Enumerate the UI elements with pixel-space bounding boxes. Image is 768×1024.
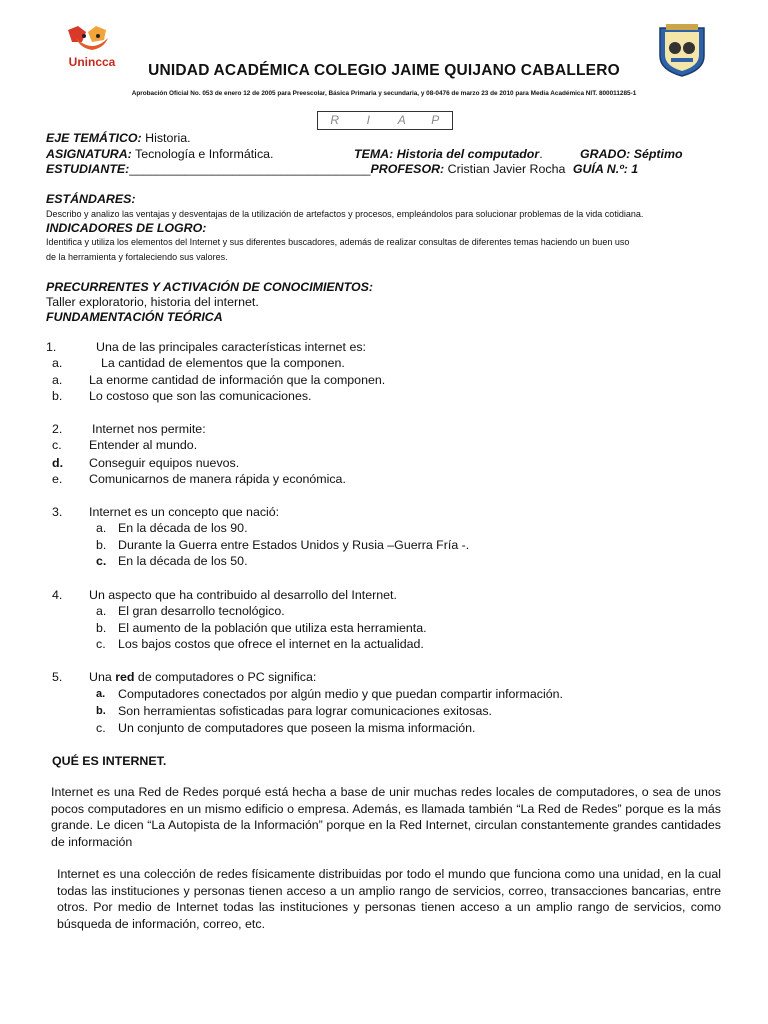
question-3-option-letter: c. bbox=[96, 554, 107, 568]
question-2-option-letter: c. bbox=[52, 438, 62, 452]
question-2-option-letter: e. bbox=[52, 472, 63, 486]
indicadores-line-2: de la herramienta y fortaleciendo sus valores. bbox=[46, 252, 228, 262]
approval-text: Aprobación Oficial No. 053 de enero 12 de 2005 para Preescolar, Básica Primaria y secundaria, y 08-0476 de marzo 23 de 2010 para Media Académica NIT. 800011285-1 bbox=[131, 90, 637, 97]
question-2-option: Entender al mundo. bbox=[89, 438, 198, 452]
question-1-option: La enorme cantidad de información que la componen. bbox=[89, 373, 386, 387]
question-3-text: Internet es un concepto que nació: bbox=[89, 505, 280, 519]
question-1-option-letter: a. bbox=[52, 373, 63, 387]
question-3-option-letter: b. bbox=[96, 538, 107, 552]
question-3-option: Durante la Guerra entre Estados Unidos y Rusia –Guerra Fría -. bbox=[118, 538, 470, 552]
riap-box bbox=[317, 111, 453, 130]
estudiante-line: ___________________________________ bbox=[129, 162, 371, 176]
question-4-option: Los bajos costos que ofrece el internet en la actualidad. bbox=[118, 637, 424, 651]
question-3-number: 3. bbox=[52, 505, 63, 519]
grado-value: Séptimo bbox=[633, 147, 683, 161]
question-2-option: Comunicarnos de manera rápida y económica. bbox=[89, 472, 346, 486]
question-5-option-letter: b. bbox=[96, 705, 106, 717]
asignatura-label: ASIGNATURA: bbox=[46, 147, 132, 161]
question-1-number: 1. bbox=[46, 340, 57, 354]
tema-label: TEMA: bbox=[354, 147, 394, 161]
eje-value: Historia. bbox=[145, 131, 191, 145]
eje-tematico bbox=[46, 131, 191, 145]
estudiante-label: ESTUDIANTE: bbox=[46, 162, 130, 176]
grado-label: GRADO: bbox=[580, 147, 631, 161]
question-1-option-letter: a. bbox=[52, 356, 63, 370]
asignatura bbox=[46, 147, 273, 161]
eje-label: EJE TEMÁTICO: bbox=[46, 131, 142, 145]
question-3-option: En la década de los 50. bbox=[118, 554, 248, 568]
riap-i: I bbox=[366, 113, 370, 127]
question-2-number: 2. bbox=[52, 422, 63, 436]
question-5-option: Son herramientas sofisticadas para lograr comunicaciones exitosas. bbox=[118, 704, 492, 718]
question-5-option: Computadores conectados por algún medio y que puedan compartir información. bbox=[118, 687, 563, 701]
internet-paragraph-1: Internet es una Red de Redes porqué está hecha a base de unir muchas redes locales de computadores, o sea de unos pocos computadores en un mismo edificio o empresa. Además, es llamada también “La Red de Redes” porque es la más grande. Le dicen “La Autopista de la Información” porque en la Red Internet, circulan constantemente grandes cantidades de información bbox=[51, 785, 721, 849]
estudiante bbox=[46, 162, 638, 176]
fundamentacion-heading: FUNDAMENTACIÓN TEÓRICA bbox=[46, 310, 223, 324]
internet-heading: QUÉ ES INTERNET. bbox=[52, 754, 167, 768]
profesor-label: PROFESOR: bbox=[370, 162, 445, 176]
question-3-option-letter: a. bbox=[96, 521, 107, 535]
question-4-option-letter: b. bbox=[96, 621, 107, 635]
question-1-option: Lo costoso que son las comunicaciones. bbox=[89, 389, 312, 403]
question-1-option: La cantidad de elementos que la componen. bbox=[101, 356, 345, 370]
precurrentes-heading: PRECURRENTES Y ACTIVACIÓN DE CONOCIMIENTOS: bbox=[46, 280, 374, 294]
riap-p: P bbox=[431, 113, 440, 127]
estandares-text: Describo y analizo las ventajas y desventajas de la utilización de artefactos y procesos, empleándolos para solucionar problemas de la vida cotidiana. bbox=[46, 209, 644, 219]
question-2-option: Conseguir equipos nuevos. bbox=[89, 456, 240, 470]
question-4-option: El gran desarrollo tecnológico. bbox=[118, 604, 285, 618]
asignatura-value: Tecnología e Informática. bbox=[135, 147, 274, 161]
question-4-option-letter: c. bbox=[96, 637, 106, 651]
question-4-text: Un aspecto que ha contribuido al desarrollo del Internet. bbox=[89, 588, 397, 602]
internet-paragraph-2: Internet es una colección de redes físicamente distribuidas por todo el mundo que funciona como una unidad, en la cual todas las instituciones y personas tienen acceso a un amplio rango de servicios, correo, transacciones bancarias, entre otros. Por medio de Internet todas las instituciones y personas tienen acceso a un amplio rango de servicios, como búsqueda de información, correo, etc. bbox=[57, 867, 721, 931]
question-5-option-letter: a. bbox=[96, 688, 106, 700]
estandares-heading: ESTÁNDARES: bbox=[46, 192, 136, 206]
question-3-option: En la década de los 90. bbox=[118, 521, 248, 535]
school-title: UNIDAD ACADÉMICA COLEGIO JAIME QUIJANO CABALLERO bbox=[148, 62, 620, 79]
grado bbox=[580, 147, 683, 161]
riap-r: R bbox=[330, 113, 340, 127]
question-5-number: 5. bbox=[52, 670, 63, 684]
precurrentes-text: Taller exploratorio, historia del internet. bbox=[46, 295, 259, 309]
profesor-value: Cristian Javier Rocha bbox=[447, 162, 566, 176]
question-1-text: Una de las principales características internet es: bbox=[96, 340, 366, 354]
tema-value: Historia del computador bbox=[396, 147, 540, 161]
question-5-option: Un conjunto de computadores que poseen la misma información. bbox=[118, 721, 476, 735]
question-2-text: Internet nos permite: bbox=[92, 422, 206, 436]
question-4-option: El aumento de la población que utiliza esta herramienta. bbox=[118, 621, 427, 635]
question-5-option-letter: c. bbox=[96, 721, 106, 735]
question-4-number: 4. bbox=[52, 588, 63, 602]
question-1-option-letter: b. bbox=[52, 389, 63, 403]
question-4-option-letter: a. bbox=[96, 604, 107, 618]
guia-label: GUÍA N.º: 1 bbox=[572, 162, 639, 176]
tema: TEMA: Historia del computador. bbox=[354, 147, 543, 161]
riap-a: A bbox=[397, 113, 406, 127]
question-2-option-letter: d. bbox=[52, 456, 64, 470]
indicadores-line-1: Identifica y utiliza los elementos del Internet y sus diferentes buscadores, además de realizar consultas de diferentes temas haciendo un buen uso bbox=[46, 237, 630, 247]
svg-text:Unincca: Unincca bbox=[68, 55, 116, 69]
indicadores-heading: INDICADORES DE LOGRO: bbox=[46, 221, 207, 235]
question-5-text: Una red de computadores o PC significa: bbox=[89, 670, 317, 684]
